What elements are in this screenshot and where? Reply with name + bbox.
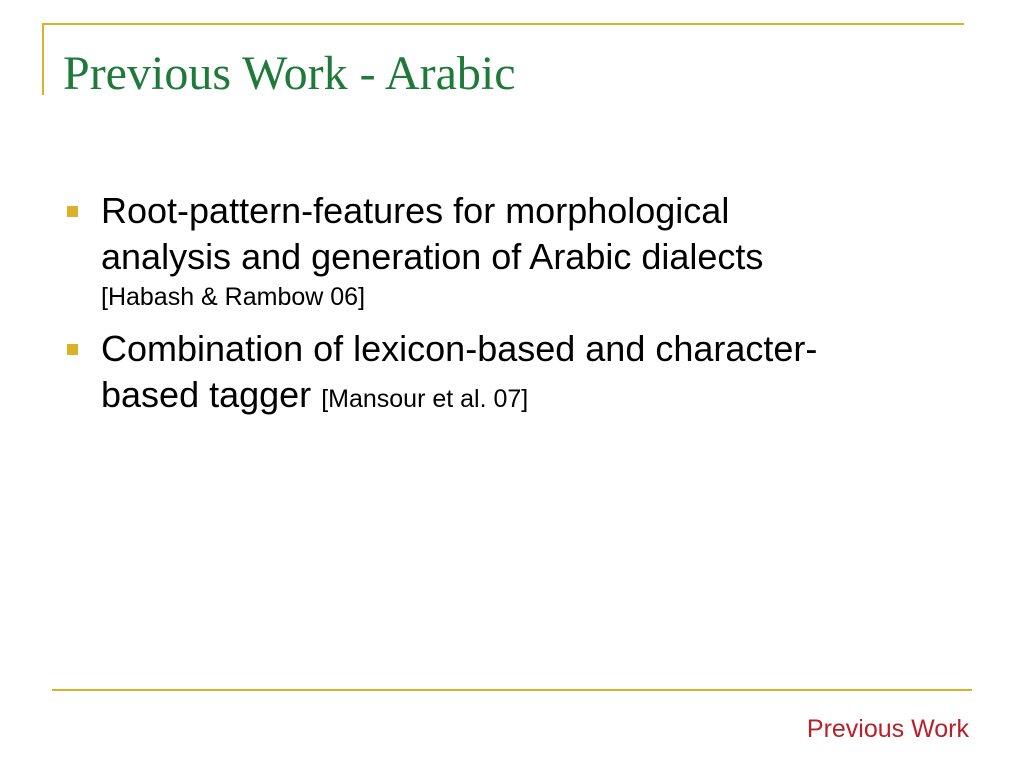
bullet-text-line: Combination of lexicon-based and character- xyxy=(101,328,818,369)
bullet-item xyxy=(64,326,964,422)
title-frame-top-rule xyxy=(42,23,964,25)
citation: [Habash & Rambow 06] xyxy=(101,283,366,311)
title-frame-left-rule xyxy=(42,23,44,95)
square-bullet-icon xyxy=(67,344,78,355)
bullet-text-line: analysis and generation of Arabic dialects xyxy=(101,236,764,277)
slide-title: Previous Work - Arabic xyxy=(63,47,516,100)
footer-section-label: Previous Work xyxy=(806,715,969,743)
bullet-item xyxy=(64,188,964,314)
footer-rule xyxy=(52,689,972,691)
bullet-text-line: Root-pattern-features for morphological xyxy=(101,190,730,231)
square-bullet-icon xyxy=(67,206,78,217)
bullet-list xyxy=(64,188,964,434)
citation: [Mansour et al. 07] xyxy=(321,385,529,413)
bullet-text-line: based tagger xyxy=(101,374,312,415)
